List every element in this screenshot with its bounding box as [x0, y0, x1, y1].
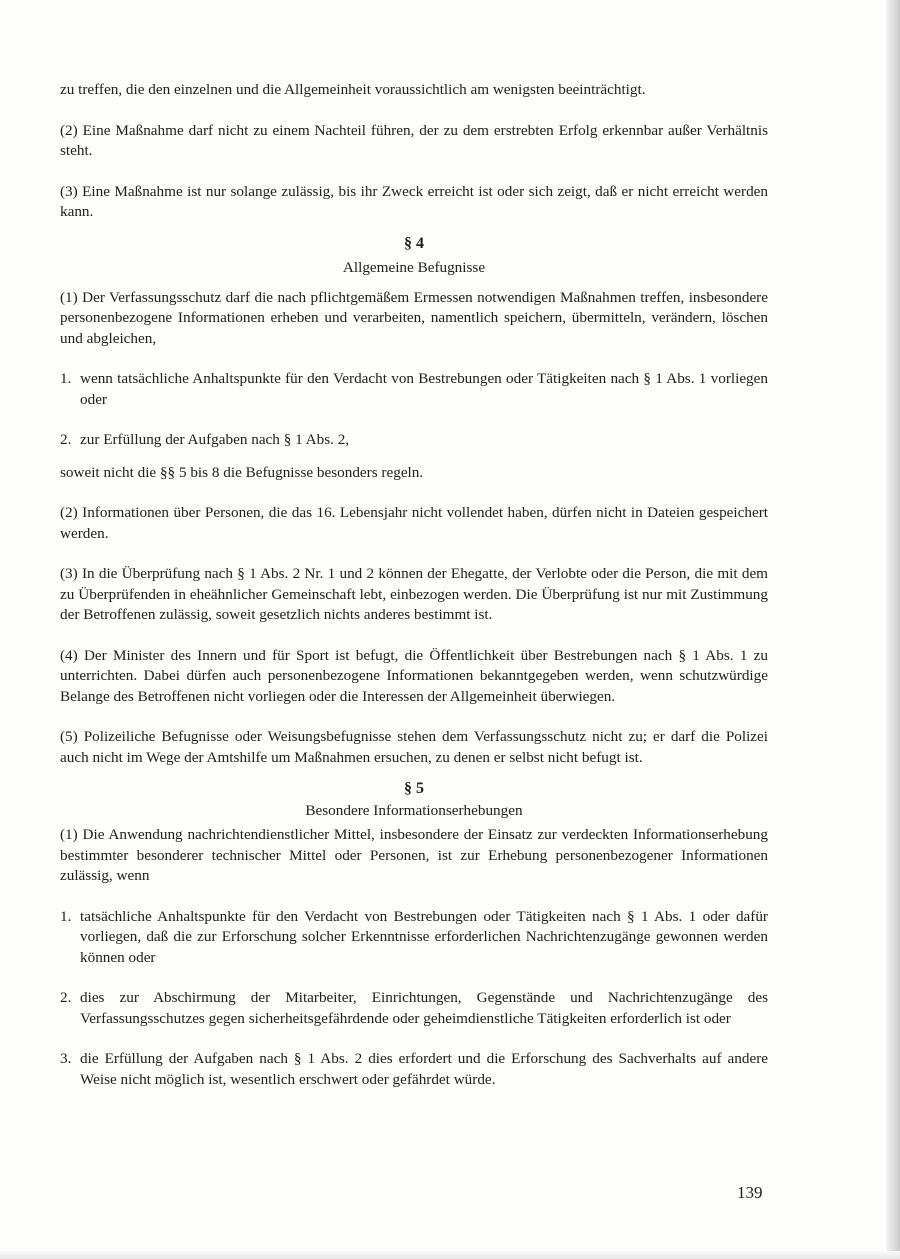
paragraph-4-4: (4) Der Minister des Innern und für Sport ist befugt, die Öffentlichkeit über Bestrebungen nach § 1 Abs. 1 zu unterrichten. Dabei dürfen auch personenbezogene Informationen bekanntgegeben werden, wenn schutzwürdige Belange des Betroffenen nicht vorliegen oder die Interessen der Allgemeinheit überwiegen.	[60, 646, 768, 705]
page-bottom-edge	[0, 1251, 900, 1259]
list-item-text: dies zur Abschirmung der Mitarbeiter, Einrichtungen, Gegenstände und Nachrichtenzugänge des Verfassungsschutzes gegen sicherheitsgefährdende oder geheimdienstliche Tätigkeiten erforderlich ist oder	[80, 989, 768, 1027]
list-item	[60, 1049, 768, 1090]
list-item-number: 3.	[60, 1050, 72, 1067]
list-item-text: tatsächliche Anhaltspunkte für den Verdacht von Bestrebungen oder Tätigkeiten nach § 1 Abs. 1 oder dafür vorliegen, daß die zur Erforschung solcher Erkenntnisse erforderlichen Nachrichtenzugänge gewonnen werden können oder	[80, 907, 768, 966]
page-number: 139	[737, 1183, 763, 1202]
list-item-number: 2.	[60, 431, 72, 448]
section-5-number: § 5	[404, 780, 424, 797]
list-item	[60, 988, 768, 1029]
list-item-number: 1.	[60, 370, 72, 387]
paragraph-continuation: zu treffen, die den einzelnen und die Allgemeinheit voraussichtlich am wenigsten beeinträchtigt.	[60, 81, 646, 98]
section-5-title: Besondere Informationserhebungen	[305, 802, 523, 819]
paragraph-3-2: (2) Eine Maßnahme darf nicht zu einem Nachteil führen, der zu dem erstrebten Erfolg erkennbar außer Verhältnis steht.	[60, 121, 768, 159]
page-edge-shadow	[886, 0, 900, 1259]
list-item-number: 1.	[60, 907, 72, 925]
paragraph-3-3: (3) Eine Maßnahme ist nur solange zulässig, bis ihr Zweck erreicht ist oder sich zeigt, daß er nicht erreicht werden kann.	[60, 182, 768, 220]
list-item	[60, 369, 768, 410]
paragraph-4-3: (3) In die Überprüfung nach § 1 Abs. 2 Nr. 1 und 2 können der Ehegatte, der Verlobte oder die Person, die mit dem zu Überprüfenden in eheähnlicher Gemeinschaft lebt, einbezogen werden. Die Überprüfung ist nur mit Zustimmung der Betroffenen zulässig, soweit gesetzlich nichts anderes bestimmt ist.	[60, 565, 768, 623]
paragraph-5-1: (1) Die Anwendung nachrichtendienstlicher Mittel, insbesondere der Einsatz zur verdeckten Informationserhebung bestimmter besonderer technischer Mittel oder Personen, ist zur Erhebung personenbezogener Informationen zulässig, wenn	[60, 826, 768, 884]
list-item-text: zur Erfüllung der Aufgaben nach § 1 Abs. 2,	[80, 431, 350, 448]
section-4-title: Allgemeine Befugnisse	[342, 258, 486, 276]
paragraph-4-2: (2) Informationen über Personen, die das 16. Lebensjahr nicht vollendet haben, dürfen nicht in Dateien gespeichert werden.	[60, 504, 768, 542]
paragraph-4-5: (5) Polizeiliche Befugnisse oder Weisungsbefugnisse stehen dem Verfassungsschutz nicht zu; er darf die Polizei auch nicht im Wege der Amtshilfe um Maßnahmen ersuchen, zu denen er selbst nicht befugt ist.	[60, 728, 768, 766]
paragraph-4-1-closing: soweit nicht die §§ 5 bis 8 die Befugnisse besonders regeln.	[60, 463, 424, 481]
list-item-text: wenn tatsächliche Anhaltspunkte für den Verdacht von Bestrebungen oder Tätigkeiten nach § 1 Abs. 1 vorliegen oder	[80, 370, 768, 408]
section-4-number: § 4	[404, 234, 424, 252]
list-item-text: die Erfüllung der Aufgaben nach § 1 Abs. 2 dies erfordert und die Erforschung des Sachverhalts auf andere Weise nicht möglich ist, wesentlich erschwert oder gefährdet würde.	[80, 1050, 768, 1088]
document-body	[60, 80, 768, 1090]
list-item-number: 2.	[60, 989, 72, 1006]
list-item	[60, 907, 768, 969]
list-item	[60, 430, 768, 451]
paragraph-4-1: (1) Der Verfassungsschutz darf die nach pflichtgemäßem Ermessen notwendigen Maßnahmen treffen, insbesondere personenbezogene Informationen erheben und verarbeiten, namentlich speichern, übermitteln, verändern, löschen und abgleichen,	[60, 288, 768, 347]
